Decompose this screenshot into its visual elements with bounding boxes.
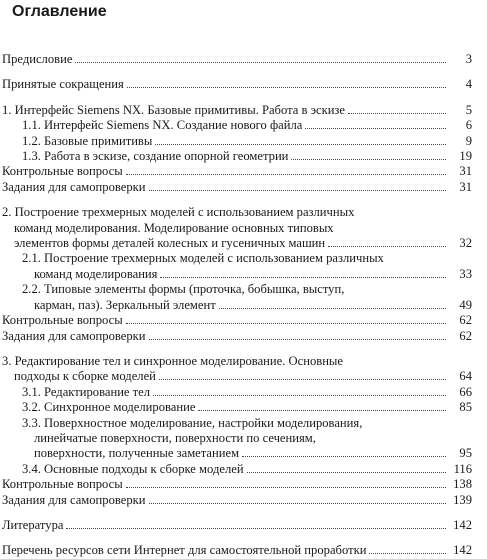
toc-entry[interactable] xyxy=(0,118,487,133)
toc-entry-text: Предисловие xyxy=(2,52,73,66)
toc-entry-text: карман, паз). Зеркальный элемент xyxy=(34,297,216,312)
toc-page-number: 4 xyxy=(465,77,472,92)
toc-entry-text: Контрольные вопросы xyxy=(2,313,123,328)
toc-entry-text: 3.2. Синхронное моделирование xyxy=(22,400,196,415)
toc-entry[interactable] xyxy=(0,52,487,67)
toc-entry-text: Контрольные вопросы xyxy=(2,477,123,492)
toc-page-number: 3 xyxy=(465,52,472,66)
toc-page-number: 33 xyxy=(459,266,472,281)
toc-entry-text: Задания для самопроверки xyxy=(2,179,146,194)
toc-entry-text: команд моделирования. Моделирование основных типовых xyxy=(14,220,334,235)
toc-entry[interactable] xyxy=(0,180,487,195)
dot-leader xyxy=(219,298,446,309)
dot-leader xyxy=(149,180,447,191)
dot-leader xyxy=(242,446,446,457)
toc-list xyxy=(0,52,487,559)
dot-leader xyxy=(149,493,447,504)
toc-entry[interactable] xyxy=(0,329,487,344)
dot-leader xyxy=(155,134,446,145)
toc-entry-text: поверхности, полученные заметанием xyxy=(34,446,240,461)
toc-page-number: 85 xyxy=(459,400,472,415)
dot-leader xyxy=(247,462,446,473)
toc-entry-text: 3.1. Редактирование тел xyxy=(22,384,151,399)
dot-leader xyxy=(369,543,446,554)
section-gap xyxy=(0,195,487,205)
dot-leader xyxy=(305,118,446,129)
toc-entry-text: 3.3. Поверхностное моделирование, настройки моделирования, xyxy=(22,415,363,430)
toc-page-number: 32 xyxy=(459,236,472,251)
toc-entry[interactable] xyxy=(0,282,487,313)
toc-entry-text: 2.2. Типовые элементы формы (проточка, бобышка, выступ, xyxy=(22,282,345,297)
toc-entry[interactable] xyxy=(0,462,487,477)
toc-entry[interactable] xyxy=(0,313,487,328)
toc-entry[interactable] xyxy=(0,518,487,533)
toc-entry-text: подходы к сборке моделей xyxy=(14,369,156,384)
toc-entry[interactable] xyxy=(0,477,487,492)
toc-entry[interactable] xyxy=(0,354,487,385)
toc-entry-text: Задания для самопроверки xyxy=(2,328,146,343)
toc-page-number: 139 xyxy=(453,492,472,507)
dot-leader xyxy=(291,149,446,160)
toc-page-number: 9 xyxy=(465,133,472,148)
section-gap xyxy=(0,67,487,77)
toc-page-number: 64 xyxy=(459,369,472,384)
toc-entry-text: 2.1. Построение трехмерных моделей с использованием различных xyxy=(22,251,384,266)
toc-entry-text: элементов формы деталей колесных и гусеничных машин xyxy=(14,236,326,251)
toc-entry-text: Задания для самопроверки xyxy=(2,492,146,507)
dot-leader xyxy=(153,385,446,396)
toc-page-number: 66 xyxy=(459,384,472,399)
toc-entry[interactable] xyxy=(0,416,487,462)
toc-entry[interactable] xyxy=(0,134,487,149)
toc-entry-text: 1.2. Базовые примитивы xyxy=(22,133,153,148)
toc-entry[interactable] xyxy=(0,385,487,400)
toc-page-number: 49 xyxy=(459,297,472,312)
toc-page-number: 142 xyxy=(453,517,472,532)
toc-page-number: 6 xyxy=(465,118,472,133)
dot-leader xyxy=(149,329,447,340)
toc-page-number: 5 xyxy=(465,102,472,117)
dot-leader xyxy=(126,313,446,324)
toc-entry-text: 1.1. Интерфейс Siemens NX. Создание нового файла xyxy=(22,118,303,133)
toc-page-number: 142 xyxy=(453,543,472,558)
toc-page-number: 31 xyxy=(459,179,472,194)
dot-leader xyxy=(348,103,446,114)
toc-entry[interactable] xyxy=(0,251,487,282)
section-gap xyxy=(0,508,487,518)
toc-entry[interactable] xyxy=(0,77,487,92)
dot-leader xyxy=(66,518,446,529)
toc-entry[interactable] xyxy=(0,493,487,508)
dot-leader xyxy=(75,52,446,63)
toc-entry-text: Принятые сокращения xyxy=(2,77,124,92)
dot-leader xyxy=(126,477,446,488)
section-gap xyxy=(0,533,487,543)
toc-entry-text: Контрольные вопросы xyxy=(2,164,123,179)
page-title: Оглавление xyxy=(12,3,107,20)
toc-entry-text: команд моделирования xyxy=(34,266,158,281)
toc-page-number: 62 xyxy=(459,313,472,328)
toc-entry-text: 2. Построение трехмерных моделей с использованием различных xyxy=(2,205,355,220)
dot-leader xyxy=(160,267,446,278)
section-gap xyxy=(0,93,487,103)
toc-entry[interactable] xyxy=(0,164,487,179)
toc-entry-text: 1. Интерфейс Siemens NX. Базовые примитивы. Работа в эскизе xyxy=(2,102,345,117)
toc-page-number: 116 xyxy=(453,461,472,476)
toc-page-number: 95 xyxy=(459,446,472,461)
toc-page-number: 62 xyxy=(459,328,472,343)
dot-leader xyxy=(127,77,446,88)
toc-entry[interactable] xyxy=(0,400,487,415)
dot-leader xyxy=(126,164,446,175)
toc-entry-text: 1.3. Работа в эскизе, создание опорной геометрии xyxy=(22,149,289,164)
toc-entry[interactable] xyxy=(0,103,487,118)
toc-entry-text: 3. Редактирование тел и синхронное моделирование. Основные xyxy=(2,353,343,368)
toc-entry[interactable] xyxy=(0,543,487,558)
toc-entry-text: Перечень ресурсов сети Интернет для самостоятельной проработки xyxy=(2,543,367,558)
dot-leader xyxy=(328,236,446,247)
toc-page-number: 138 xyxy=(453,477,472,492)
toc-entry-text: Литература xyxy=(2,517,64,532)
toc-entry-text: линейчатые поверхности, поверхности по сечениям, xyxy=(34,430,316,445)
toc-page-number: 31 xyxy=(459,164,472,179)
toc-entry[interactable] xyxy=(0,205,487,251)
dot-leader xyxy=(159,369,446,380)
dot-leader xyxy=(198,400,446,411)
toc-entry[interactable] xyxy=(0,149,487,164)
section-gap xyxy=(0,344,487,354)
toc-page-number: 19 xyxy=(459,149,472,164)
toc-entry-text: 3.4. Основные подходы к сборке моделей xyxy=(22,461,244,476)
